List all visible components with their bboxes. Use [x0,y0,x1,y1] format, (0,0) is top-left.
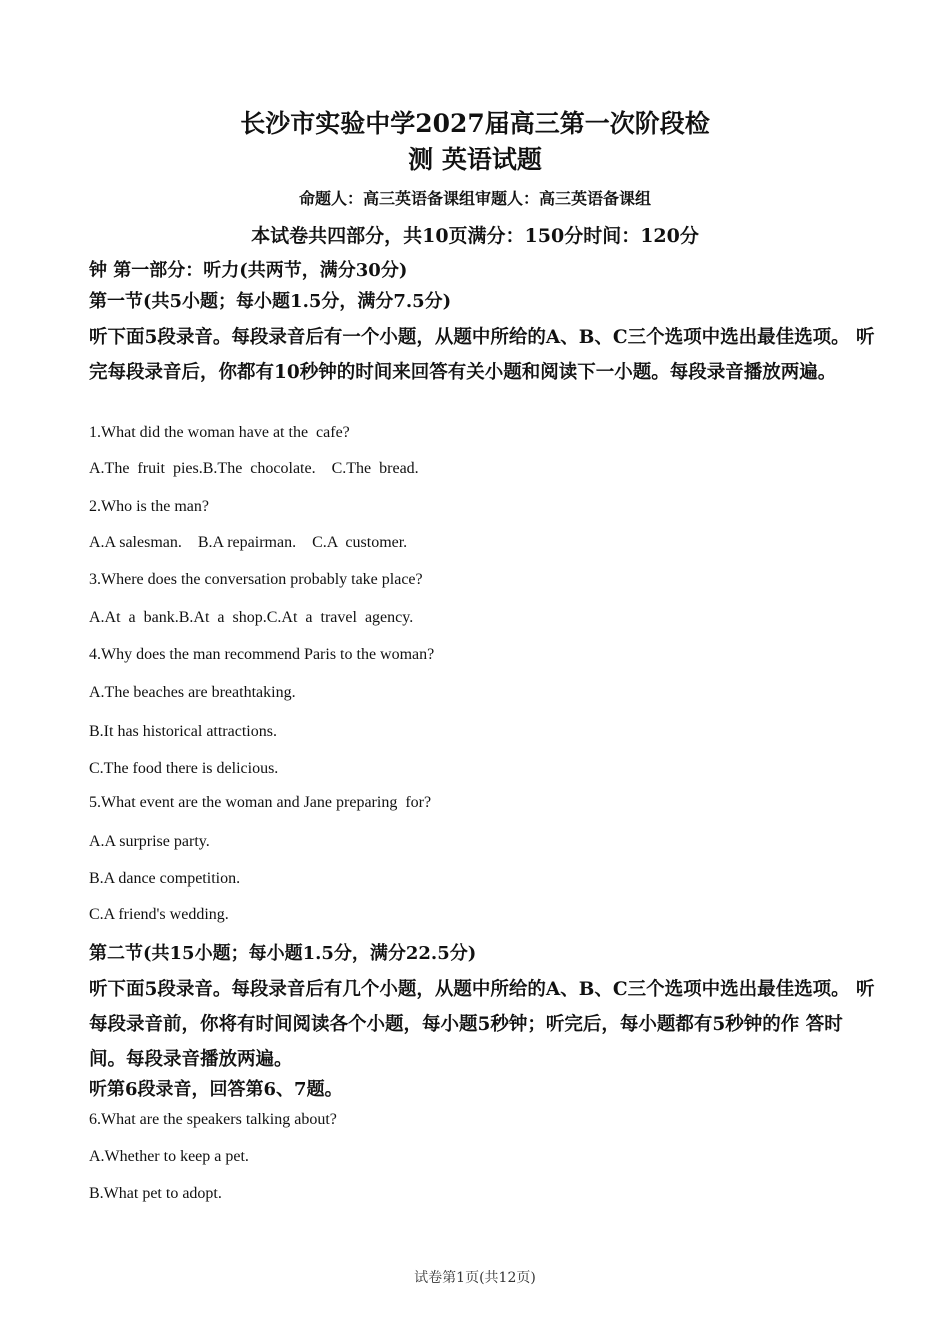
question-2-stem: 2.Who is the man? [89,498,209,515]
question-4-option-b: B.It has historical attractions. [89,723,277,740]
section1-instructions: 听下面5段录音。每段录音后有一个小题，从题中所给的A、B、C三个选项中选出最佳选项。 听完每段录音后，你都有10秒钟的时间来回答有关小题和阅读下一小题。每段录音播放两遍。 [89,327,875,383]
question-4-stem: 4.Why does the man recommend Paris to the woman? [89,646,435,663]
exam-title-line2: 测 英语试题 [408,145,542,174]
question-2-options: A.A salesman. B.A repairman. C.A customer. [89,534,408,551]
question-4-option-a: A.The beaches are breathtaking. [89,684,296,701]
question-6-option-a: A.Whether to keep a pet. [89,1148,249,1165]
question-5-option-a: A.A surprise party. [89,833,210,850]
exam-info: 本试卷共四部分，共10页满分：150分时间：120分 [251,225,699,247]
question-1-stem: 1.What did the woman have at the cafe? [89,424,350,441]
section2-instructions: 听下面5段录音。每段录音后有几个小题，从题中所给的A、B、C三个选项中选出最佳选项。 听每段录音前，你将有时间阅读各个小题，每小题5秒钟；听完后，每小题都有5秒钟的作 答时间。每段录音播放两遍。 [89,979,875,1070]
page-footer: 试卷第1页(共12页) [414,1270,536,1286]
question-6-stem: 6.What are the speakers talking about? [89,1111,337,1128]
exam-title-line1: 长沙市实验中学2027届高三第一次阶段检 [240,109,710,138]
exam-authors: 命题人：高三英语备课组审题人：高三英语备课组 [298,189,651,208]
question-3-stem: 3.Where does the conversation probably take place? [89,571,423,588]
question-5-stem: 5.What event are the woman and Jane preparing for? [89,794,432,811]
section2-subheading: 听第6段录音，回答第6、7题。 [89,1079,343,1100]
question-5-option-c: C.A friend's wedding. [89,906,229,923]
section2-heading: 第二节(共15小题；每小题1.5分，满分22.5分) [89,943,477,964]
part1-heading: 钟 第一部分：听力(共两节，满分30分) [89,260,408,281]
question-3-options: A.At a bank.B.At a shop.C.At a travel agency. [89,609,414,626]
question-6-option-b: B.What pet to adopt. [89,1185,222,1202]
section1-heading: 第一节(共5小题；每小题1.5分，满分7.5分) [89,291,452,312]
question-1-options: A.The fruit pies.B.The chocolate. C.The bread. [89,460,419,477]
question-5-option-b: B.A dance competition. [89,870,241,887]
question-4-option-c: C.The food there is delicious. [89,760,279,777]
